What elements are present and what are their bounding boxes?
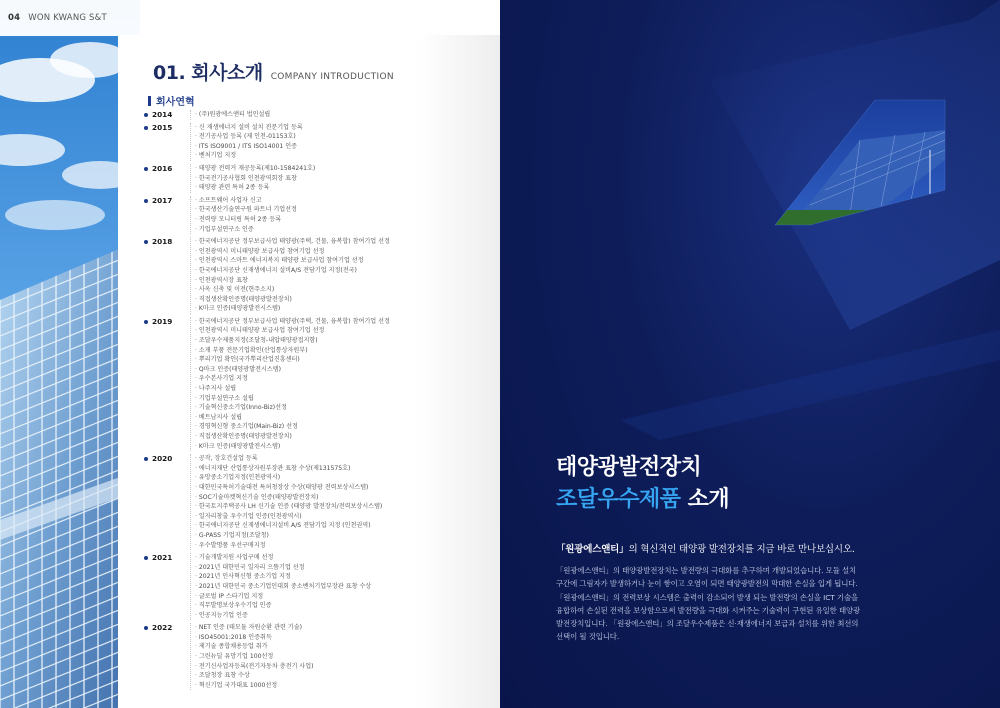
timeline-item: · 소프트웨어 사업자 신고 [195, 196, 494, 206]
section-title [153, 58, 394, 85]
timeline-item: · 직접생산확인증명(태양광발전장치) [195, 295, 494, 305]
timeline-year [144, 196, 190, 234]
year-label: 2021 [152, 553, 173, 563]
timeline-item: · 혁신기업 국가대표 1000선정 [195, 681, 494, 691]
body-line: 선택이 될 것입니다. [556, 632, 620, 642]
timeline-row [144, 164, 494, 193]
timeline-row [144, 623, 494, 690]
subhead-bar [148, 96, 151, 106]
history-timeline [144, 110, 494, 690]
bullet-dot [144, 556, 148, 560]
timeline-item: · 인천광역시 스마트 에너지복지 태양광 보급사업 참여기업 선정 [195, 256, 494, 266]
year-label: 2019 [152, 316, 173, 326]
lead-sentence [556, 541, 855, 555]
timeline-item: · 글로벌 IP 스타기업 지정 [195, 592, 494, 602]
timeline-item: · 일자리창출 우수기업 인증(인천광역시) [195, 512, 494, 522]
timeline-item: · 2021년 인사혁신형 중소기업 지정 [195, 572, 494, 582]
lead-brand: 「원광에스앤티」 [556, 544, 629, 555]
timeline-row [144, 123, 494, 161]
timeline-item: · 경영혁신형 중소기업(Main-Biz) 선정 [195, 422, 494, 432]
body-line: 융합하여 손실된 전력을 보상함으로써 발전량을 극대화 시켜주는 기술력이 구현된 유일한 태양광 [556, 605, 861, 615]
section-title-en: COMPANY INTRODUCTION [270, 72, 394, 82]
body-paragraph [556, 564, 956, 644]
timeline-row [144, 196, 494, 234]
timeline-item: · 신 재생에너지 설비 설치 전문기업 등록 [195, 123, 494, 133]
timeline-item: · 한국전기공사협회 인천광역회장 표창 [195, 174, 494, 184]
headline-line1: 태양광발전장치 [556, 455, 702, 480]
timeline-item: · 그린뉴딜 유망기업 100선정 [195, 652, 494, 662]
timeline-year [144, 164, 190, 193]
timeline-item: · 뿌리기업 확인(국가뿌리산업진흥센터) [195, 355, 494, 365]
year-label: 2015 [152, 122, 173, 132]
year-label: 2014 [152, 110, 173, 119]
bullet-dot [144, 113, 148, 117]
bullet-dot [144, 457, 148, 461]
timeline-item: · ITS ISO9001 / ITS ISO14001 인증 [195, 142, 494, 152]
timeline-item: · 인천광역시 미니태양광 보급사업 참여기업 선정 [195, 326, 494, 336]
timeline-item: · 벤처기업 지정 [195, 151, 494, 161]
bullet-dot [144, 167, 148, 171]
headline [556, 452, 729, 516]
headline-line2 [556, 484, 729, 516]
timeline-item: · 한국에너지공단 정부보급사업 태양광(주택, 건물, 융복합) 참여기업 선정 [195, 237, 494, 247]
timeline-item: · 태양광 관련 특허 2종 등록 [195, 183, 494, 193]
timeline-item: · 기술개발지원 사업구매 선정 [195, 553, 494, 563]
bullet-dot [144, 126, 148, 130]
timeline-year [144, 317, 190, 451]
timeline-item: · 한국생산기술연구원 파트너 기업선정 [195, 205, 494, 215]
timeline-item: · 제기술 종합채용등업 취가 [195, 642, 494, 652]
headline-accent: 조달우수제품 [556, 487, 681, 512]
timeline-item: · 한국토지주택공사 LH 신기술 인증 (태양광 발전장치/전력보상시스템) [195, 502, 494, 512]
timeline-items [190, 454, 494, 550]
timeline-item: · (주)원광에스앤티 법인설립 [195, 110, 494, 120]
timeline-row [144, 317, 494, 451]
timeline-items [190, 553, 494, 620]
timeline-item: · 조달청장 표창 수상 [195, 671, 494, 681]
timeline-item: · 우수본사기업 지정 [195, 374, 494, 384]
timeline-row [144, 454, 494, 550]
bullet-dot [144, 320, 148, 324]
bullet-dot [144, 240, 148, 244]
timeline-item: · K마크 인증(태양광발전시스템) [195, 304, 494, 314]
timeline-items [190, 110, 494, 120]
body-line: 발전장치입니다. 「원광에스앤티」의 조달우수제품은 신·재생에너지 보급과 설치를 위한 최선의 [556, 619, 859, 629]
timeline-row [144, 553, 494, 620]
timeline-item: · Q마크 인증(태양광발전시스템) [195, 365, 494, 375]
timeline-item: · 인천광역시 미니태양광 보급사업 참여기업 선정 [195, 247, 494, 257]
company-name: WON KWANG S&T [28, 13, 107, 23]
subhead-text: 회사연혁 [156, 97, 195, 108]
timeline-item: · 기술혁신중소기업(Inno-Biz)선정 [195, 403, 494, 413]
timeline-item: · 전력량 모니터링 특허 2종 등록 [195, 215, 494, 225]
timeline-item: · 유망중소기업지정(인천광역시) [195, 473, 494, 483]
timeline-item: · 한국에너지공단 정부보급사업 태양광(주택, 건물, 융복합) 참여기업 선정 [195, 317, 494, 327]
timeline-item: · 인공지능기업 인증 [195, 611, 494, 621]
timeline-items [190, 196, 494, 234]
bullet-dot [144, 199, 148, 203]
lead-rest: 의 혁신적인 태양광 발전장치를 지금 바로 만나보십시오. [628, 544, 855, 555]
headline-rest: 소개 [680, 487, 730, 512]
timeline-item: · 사옥 신축 및 이전(현주소지) [195, 285, 494, 295]
body-line: 구간에 그림자가 발생하거나 눈이 쌓이고 오염이 되면 태양광발전의 막대한 손실을 입게 됩니다. [556, 579, 858, 589]
timeline-item: · 기업부설연구소 인증 [195, 225, 494, 235]
timeline-year [144, 237, 190, 314]
year-label: 2016 [152, 163, 173, 173]
timeline-item: · 공작, 장호건설업 등록 [195, 454, 494, 464]
timeline-item: · NET 인증 (태모듈 자원순환 관련 기술) [195, 623, 494, 633]
timeline-year [144, 553, 190, 620]
timeline-item: · 나주지사 설립 [195, 384, 494, 394]
timeline-item: · 소재 부품 전문기업확인(산업통상자원부) [195, 346, 494, 356]
section-title-ko: 01. 회사소개 [153, 62, 263, 84]
year-label: 2022 [152, 623, 173, 633]
timeline-year [144, 454, 190, 550]
bullet-dot [144, 626, 148, 630]
timeline-item: · 한국에너지공단 신재생에너지 설비A/S 전담기업 지정(전국) [195, 266, 494, 276]
timeline-item: · 우수발명품 우선구매지정 [195, 541, 494, 551]
timeline-items [190, 623, 494, 690]
timeline-row [144, 110, 494, 120]
timeline-item: · K마크 인증(태양광발전시스템) [195, 442, 494, 452]
timeline-item: · 기업부설연구소 설립 [195, 394, 494, 404]
timeline-item: · G-PASS 기업지정(조달청) [195, 531, 494, 541]
timeline-item: · 2021년 대한민국 중소기업인대회 중소벤처기업부장관 표창 수상 [195, 582, 494, 592]
timeline-year [144, 110, 190, 120]
timeline-item: · ISO45001:2018 인증취득 [195, 633, 494, 643]
year-label: 2018 [152, 237, 173, 247]
timeline-item: · 한국에너지공단 신재생에너지설비 A/S 전담기업 지정 (인천권역) [195, 521, 494, 531]
right-page [500, 0, 1000, 708]
timeline-item: · 인천광역시장 표창 [195, 276, 494, 286]
history-subhead [148, 93, 195, 108]
page-number: 04 [8, 13, 21, 23]
body-line: 「원광에스앤티」의 전력보상 시스템은 출력이 감소되어 발생 되는 발전량의 손실을 ICT 기술을 [556, 592, 859, 602]
timeline-item: · SOC기술마켓혁신기술 인증(태양광발전장치) [195, 493, 494, 503]
timeline-item: · 태양광 전력거 재공등록(제10-1584241호) [195, 164, 494, 174]
timeline-items [190, 237, 494, 314]
timeline-item: · 전기신사업자등록(전기자동차 충전기 사업) [195, 662, 494, 672]
timeline-item: · 직무발명보상우수기업 인증 [195, 601, 494, 611]
timeline-year [144, 623, 190, 690]
folio [8, 0, 107, 36]
year-label: 2017 [152, 195, 173, 205]
timeline-item: · 전기공사업 등록 (제 인천-01153호) [195, 132, 494, 142]
timeline-item: · 대한민국특허기술대전 특허청장상 수상(태양광 전력보상시스템) [195, 483, 494, 493]
timeline-items [190, 164, 494, 193]
timeline-items [190, 123, 494, 161]
year-label: 2020 [152, 454, 173, 464]
timeline-row [144, 237, 494, 314]
body-line: 「원광에스앤티」의 태양광발전장치는 발전량의 극대화를 추구하며 개발되었습니다. 모듈 설치 [556, 566, 857, 575]
timeline-item: · 직접생산확인증명(태양광발전장치) [195, 432, 494, 442]
timeline-item: · 2021년 대한민국 일자리 으뜸기업 선정 [195, 563, 494, 573]
timeline-item: · 베트남지사 설립 [195, 413, 494, 423]
timeline-items [190, 317, 494, 451]
timeline-item: · 조달우수제품지정(조달청-내압태양광접지함) [195, 336, 494, 346]
timeline-year [144, 123, 190, 161]
timeline-item: · 에너지재단 산업통상자원부장관 표창 수상(제131575호) [195, 464, 494, 474]
